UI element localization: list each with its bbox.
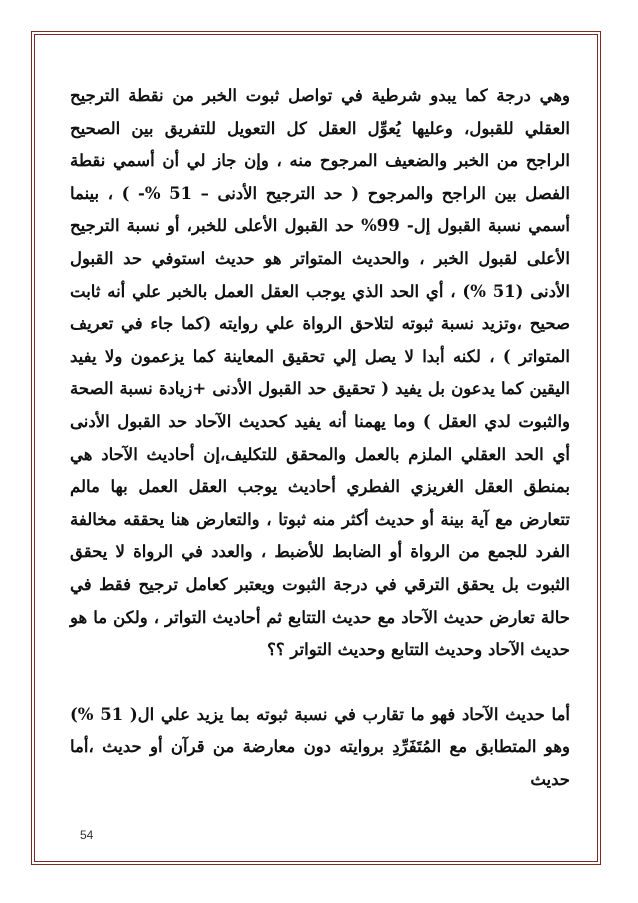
- paragraph-2: أما حديث الآحاد فهو ما تقارب في نسبة ثبوته بما يزيد علي ال( 51 %) وهو المتطابق مع المُتَفَرِّدِ بروايته دون معارضة من قرآن أو حديث ،أما حديث: [70, 704, 571, 789]
- page-number: 54: [80, 828, 94, 842]
- paragraph-1: وهي درجة كما يبدو شرطية في تواصل ثبوت الخبر من نقطة الترجيح العقلي للقبول، وعليها يُعوِّل العقل كل التعويل للتفريق بين الصحيح الراجح من الخبر والضعيف المرجوح منه ، وإن جاز لي أن أسمي نقطة الفصل بين الراجح والمرجوح ( حد الترجيح الأدنى – 51 %- ) ، بينما أسمي نسبة القبول إل- 99% حد القبول الأعلى للخبر، أو نسبة الترجيح الأعلى لقبول الخبر ، والحديث المتواتر هو حديث استوفي حد القبول الأدنى (51 %) ، أي الحد الذي يوجب العقل العمل بالخبر علي أنه ثابت صحيح ،وتزيد نسبة ثبوته لتلاحق الرواة علي روايته (كما جاء في تعريف المتواتر ) ، لكنه أبدا لا يصل إلي تحقيق المعاينة كما يزعمون ولا يفيد اليقين كما يدعون بل يفيد ( تحقيق حد القبول الأدنى +زيادة نسبة الصحة والثبوت لدي العقل ) وما يهمنا أنه يفيد كحديث الآحاد حد القبول الأدنى أي الحد العقلي الملزم بالعمل والمحقق للتكليف،إن أحاديث الآحاد هي بمنطق العقل الغريزي الفطري أحاديث يوجب العقل العمل بها مالم تتعارض مع آية بينة أو حديث أكثر منه ثبوتا ، والتعارض هنا يحققه مخالفة الفرد للجمع من الرواة أو الضابط للأضبط ، والعدد في الرواة لا يحقق الثبوت بل يحقق الترقي في درجة الثبوت ويعتبر كعامل ترجيح فقط في حالة تعارض حديث الآحاد مع حديث التتابع ثم أحاديث التواتر ، ولكن ما هو حديث الآحاد وحديث التتابع وحديث التواتر ؟؟: [70, 86, 570, 660]
- body-text: [70, 80, 570, 796]
